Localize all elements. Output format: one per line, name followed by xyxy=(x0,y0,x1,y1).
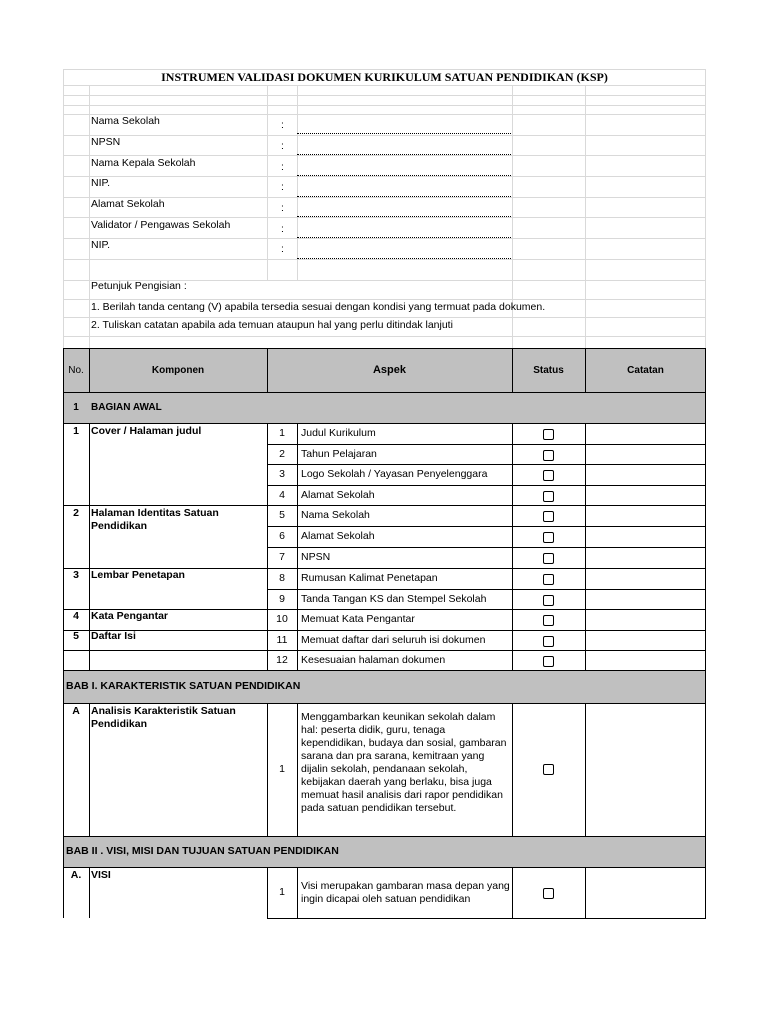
principal-name-entry-line[interactable] xyxy=(297,175,511,176)
grid-line xyxy=(63,238,706,239)
field-label-nip: NIP. xyxy=(91,177,111,189)
grid-line xyxy=(63,85,706,86)
instruction-item: 1. Berilah tanda centang (V) apabila tersedia sesuai dengan kondisi yang termuat pada dokumen. xyxy=(91,301,546,313)
aspect-number: 12 xyxy=(276,654,288,666)
aspect-number: 5 xyxy=(279,509,285,521)
aspect-number: 8 xyxy=(279,572,285,584)
table-border xyxy=(89,703,90,836)
column-header-komponen: Komponen xyxy=(151,365,205,376)
component-name: Cover / Halaman judul xyxy=(91,425,202,437)
grid-line xyxy=(705,69,706,348)
aspect-text: Tanda Tangan KS dan Stempel Sekolah xyxy=(301,593,487,605)
status-checkbox[interactable] xyxy=(543,595,554,606)
table-border xyxy=(297,867,298,918)
aspect-number: 1 xyxy=(279,763,285,775)
column-header-no: No. xyxy=(68,365,84,376)
status-checkbox[interactable] xyxy=(543,636,554,647)
aspect-text: NPSN xyxy=(301,551,331,563)
table-border xyxy=(63,867,706,868)
table-border xyxy=(705,348,706,918)
aspect-text: Tahun Pelajaran xyxy=(301,448,377,460)
status-checkbox[interactable] xyxy=(543,429,554,440)
table-border xyxy=(63,423,706,424)
page-title: INSTRUMEN VALIDASI DOKUMEN KURIKULUM SATUAN PENDIDIKAN (KSP) xyxy=(161,70,608,84)
field-colon: : xyxy=(281,202,284,214)
aspect-number: 6 xyxy=(279,530,285,542)
section-title: BAGIAN AWAL xyxy=(91,402,162,413)
status-checkbox[interactable] xyxy=(543,511,554,522)
table-border xyxy=(512,867,513,918)
npsn-entry-line[interactable] xyxy=(297,154,511,155)
table-border xyxy=(63,505,267,506)
grid-line xyxy=(63,105,706,106)
field-colon: : xyxy=(281,140,284,152)
aspect-text: Judul Kurikulum xyxy=(301,427,376,439)
table-border xyxy=(297,703,298,836)
column-header-aspek: Aspek xyxy=(372,364,407,376)
field-label-validator: Validator / Pengawas Sekolah xyxy=(91,219,231,231)
table-border xyxy=(89,423,90,670)
table-border xyxy=(267,918,706,919)
grid-line xyxy=(63,135,706,136)
component-number: 3 xyxy=(73,569,79,581)
component-name: Kata Pengantar xyxy=(91,610,169,622)
field-label-principal-name: Nama Kepala Sekolah xyxy=(91,157,196,169)
table-border xyxy=(63,703,706,704)
grid-line xyxy=(63,299,706,300)
aspect-text: Menggambarkan keunikan sekolah dalam hal: peserta didik, guru, tenaga kependidikan, budaya dan sosial, gambaran sarana dan pra sarana, kemitraan yang dijalin sekolah, pendanaan sekolah, kebijakan daerah yang berlaku, bisa juga memuat hasil analisis dari rapor pendidikan pada satuan pendidikan tersebut. xyxy=(301,711,507,814)
aspect-number: 4 xyxy=(279,489,285,501)
aspect-text: Logo Sekolah / Yayasan Penyelenggara xyxy=(301,468,488,480)
component-number: 4 xyxy=(73,610,79,622)
table-border xyxy=(512,703,513,836)
grid-line xyxy=(63,155,706,156)
aspect-number: 1 xyxy=(279,886,285,898)
component-name: VISI xyxy=(91,869,111,881)
grid-line xyxy=(63,217,706,218)
field-colon: : xyxy=(281,243,284,255)
aspect-text: Memuat Kata Pengantar xyxy=(301,613,415,625)
field-colon: : xyxy=(281,119,284,131)
school-address-entry-line[interactable] xyxy=(297,216,511,217)
validator-nip-entry-line[interactable] xyxy=(297,258,511,259)
status-checkbox[interactable] xyxy=(543,764,554,775)
grid-line xyxy=(63,176,706,177)
instruction-item: 2. Tuliskan catatan apabila ada temuan ataupun hal yang perlu ditindak lanjuti xyxy=(91,319,453,331)
instructions-heading: Petunjuk Pengisian : xyxy=(91,280,187,292)
status-checkbox[interactable] xyxy=(543,888,554,899)
table-border xyxy=(267,547,706,548)
field-label-npsn: NPSN xyxy=(91,136,121,148)
table-border xyxy=(63,650,267,651)
field-colon: : xyxy=(281,223,284,235)
aspect-number: 10 xyxy=(276,613,288,625)
grid-line xyxy=(63,95,706,96)
status-checkbox[interactable] xyxy=(543,450,554,461)
aspect-number: 1 xyxy=(279,427,285,439)
aspect-number: 7 xyxy=(279,551,285,563)
table-border xyxy=(585,867,586,918)
aspect-number: 2 xyxy=(279,448,285,460)
grid-line xyxy=(63,336,706,337)
field-label-school-name: Nama Sekolah xyxy=(91,115,160,127)
status-checkbox[interactable] xyxy=(543,532,554,543)
component-number: A xyxy=(72,705,80,717)
table-border xyxy=(89,867,90,918)
column-header-status: Status xyxy=(533,365,564,376)
grid-line xyxy=(63,317,706,318)
component-name: Halaman Identitas Satuan Pendidikan xyxy=(91,507,219,532)
component-name: Lembar Penetapan xyxy=(91,569,185,581)
aspect-text: Nama Sekolah xyxy=(301,509,370,521)
aspect-text: Memuat daftar dari seluruh isi dokumen xyxy=(301,634,486,646)
component-number: A. xyxy=(70,869,82,881)
aspect-text: Kesesuaian halaman dokumen xyxy=(301,654,446,666)
status-checkbox[interactable] xyxy=(543,656,554,667)
status-checkbox[interactable] xyxy=(543,470,554,481)
status-checkbox[interactable] xyxy=(543,491,554,502)
component-number: 5 xyxy=(73,630,79,642)
school-name-entry-line[interactable] xyxy=(297,133,511,134)
aspect-number: 11 xyxy=(276,634,288,646)
status-checkbox[interactable] xyxy=(543,615,554,626)
aspect-text: Rumusan Kalimat Penetapan xyxy=(301,572,438,584)
aspect-text: Alamat Sekolah xyxy=(301,489,375,501)
aspect-text: Alamat Sekolah xyxy=(301,530,375,542)
field-colon: : xyxy=(281,181,284,193)
aspect-text: Visi merupakan gambaran masa depan yang ingin dicapai oleh satuan pendidikan xyxy=(301,880,510,905)
status-checkbox[interactable] xyxy=(543,574,554,585)
component-name: Daftar Isi xyxy=(91,630,136,642)
aspect-number: 3 xyxy=(279,468,285,480)
column-header-catatan: Catatan xyxy=(627,365,664,376)
field-label-validator-nip: NIP. xyxy=(91,239,111,251)
component-number: 1 xyxy=(73,425,79,437)
grid-line xyxy=(63,259,706,260)
nip-entry-line[interactable] xyxy=(297,196,511,197)
validator-entry-line[interactable] xyxy=(297,237,511,238)
component-number: 2 xyxy=(73,507,79,519)
section-title: BAB II . VISI, MISI DAN TUJUAN SATUAN PENDIDIKAN xyxy=(66,845,339,857)
aspect-number: 9 xyxy=(279,593,285,605)
grid-line xyxy=(63,69,64,348)
component-name: Analisis Karakteristik Satuan Pendidikan xyxy=(91,705,236,730)
table-border xyxy=(585,703,586,836)
section-number: 1 xyxy=(73,402,79,413)
section-title: BAB I. KARAKTERISTIK SATUAN PENDIDIKAN xyxy=(66,680,301,692)
field-label-school-address: Alamat Sekolah xyxy=(91,198,165,210)
status-checkbox[interactable] xyxy=(543,553,554,564)
field-colon: : xyxy=(281,161,284,173)
